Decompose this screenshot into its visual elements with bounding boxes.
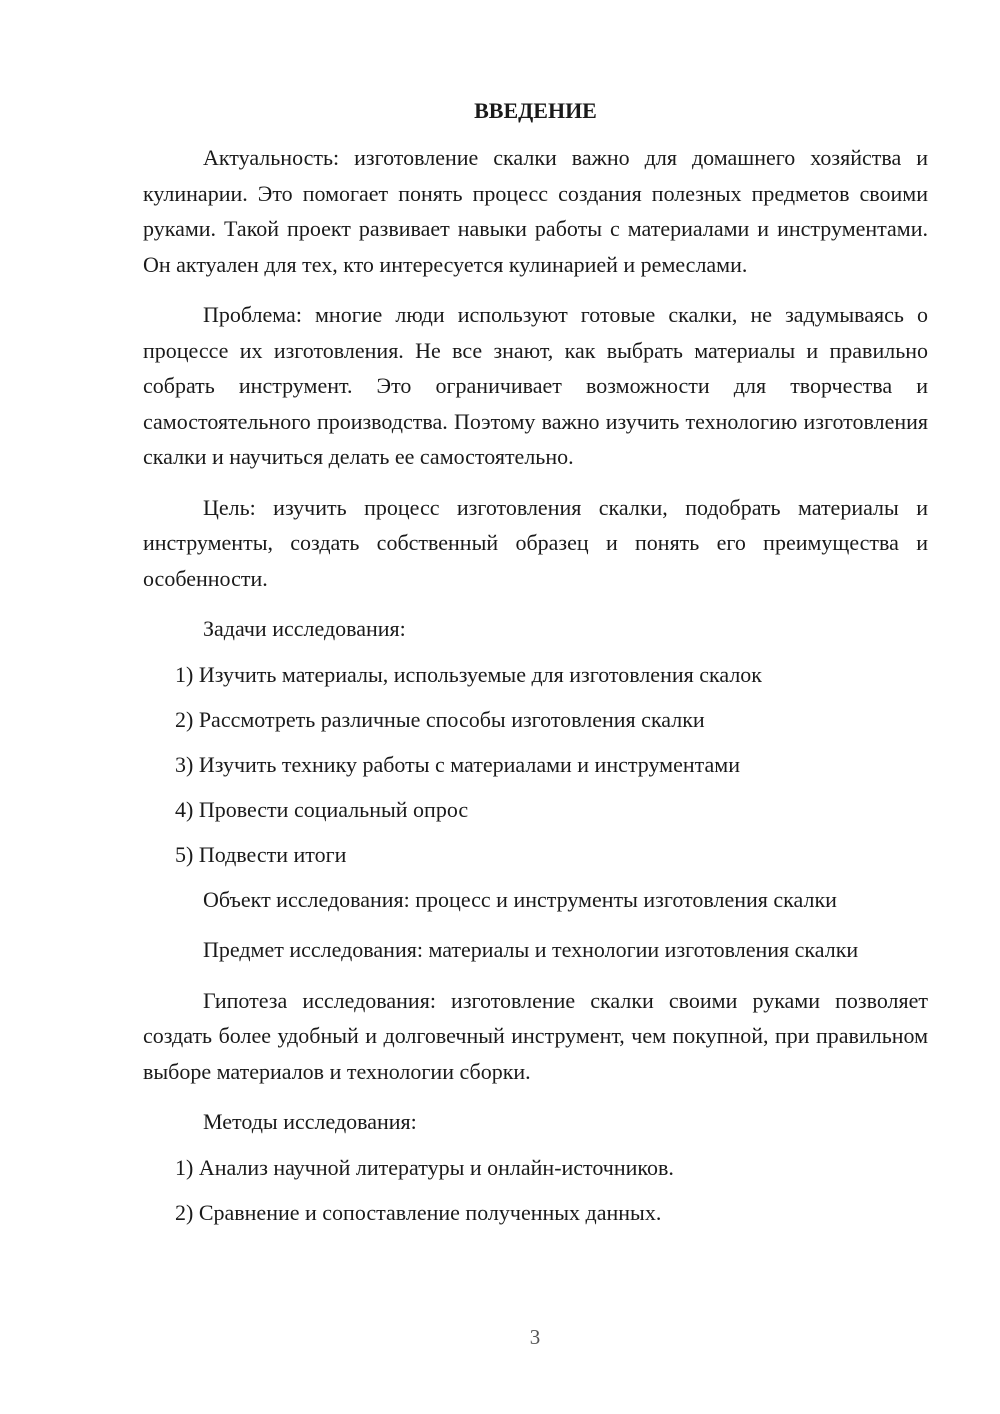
subject-paragraph: Предмет исследования: материалы и технологии изготовления скалки [203, 937, 859, 962]
task-item: 2) Рассмотреть различные способы изготовления скалки [175, 706, 705, 732]
task-item: 4) Провести социальный опрос [175, 796, 469, 822]
goal-paragraph: Цель: изучить процесс изготовления скалки, подобрать материалы и инструменты, создать собственный образец и понять его преимущества и особенности. [143, 494, 928, 591]
problem-paragraph: Проблема: многие люди используют готовые скалки, не задумываясь о процессе их изготовления. Не все знают, как выбрать материалы и правильно собрать инструмент. Это ограничивает возможности для творчества и самостоятельного производства. Поэтому важно изучить технологию изготовления скалки и научиться делать ее самостоятельно. [143, 302, 928, 469]
object-paragraph: Объект исследования: процесс и инструменты изготовления скалки [203, 886, 837, 912]
hypothesis-paragraph: Гипотеза исследования: изготовление скалки своими руками позволяет создать более удобный и долговечный инструмент, чем покупной, при правильном выборе материалов и технологии сборки. [143, 987, 928, 1084]
tasks-heading: Задачи исследования: [203, 616, 406, 641]
method-item: 1) Анализ научной литературы и онлайн-источников. [175, 1154, 674, 1180]
methods-heading: Методы исследования: [203, 1109, 417, 1134]
methods-list [143, 1150, 928, 1230]
task-item: 5) Подвести итоги [175, 841, 347, 867]
tasks-list [143, 657, 928, 872]
task-item: 1) Изучить материалы, используемые для изготовления скалок [175, 661, 762, 687]
relevance-paragraph: Актуальность: изготовление скалки важно для домашнего хозяйства и кулинарии. Это помогает понять процесс создания полезных предметов своими руками. Такой проект развивает навыки работы с материалами и инструментами. Он актуален для тех, кто интересуется кулинарией и ремеслами. [143, 145, 928, 277]
page-number: 3 [529, 1325, 541, 1349]
task-item: 3) Изучить технику работы с материалами и инструментами [175, 751, 740, 777]
page-title: ВВЕДЕНИЕ [474, 98, 597, 123]
method-item: 2) Сравнение и сопоставление полученных данных. [175, 1199, 662, 1225]
page-content [143, 92, 928, 1230]
